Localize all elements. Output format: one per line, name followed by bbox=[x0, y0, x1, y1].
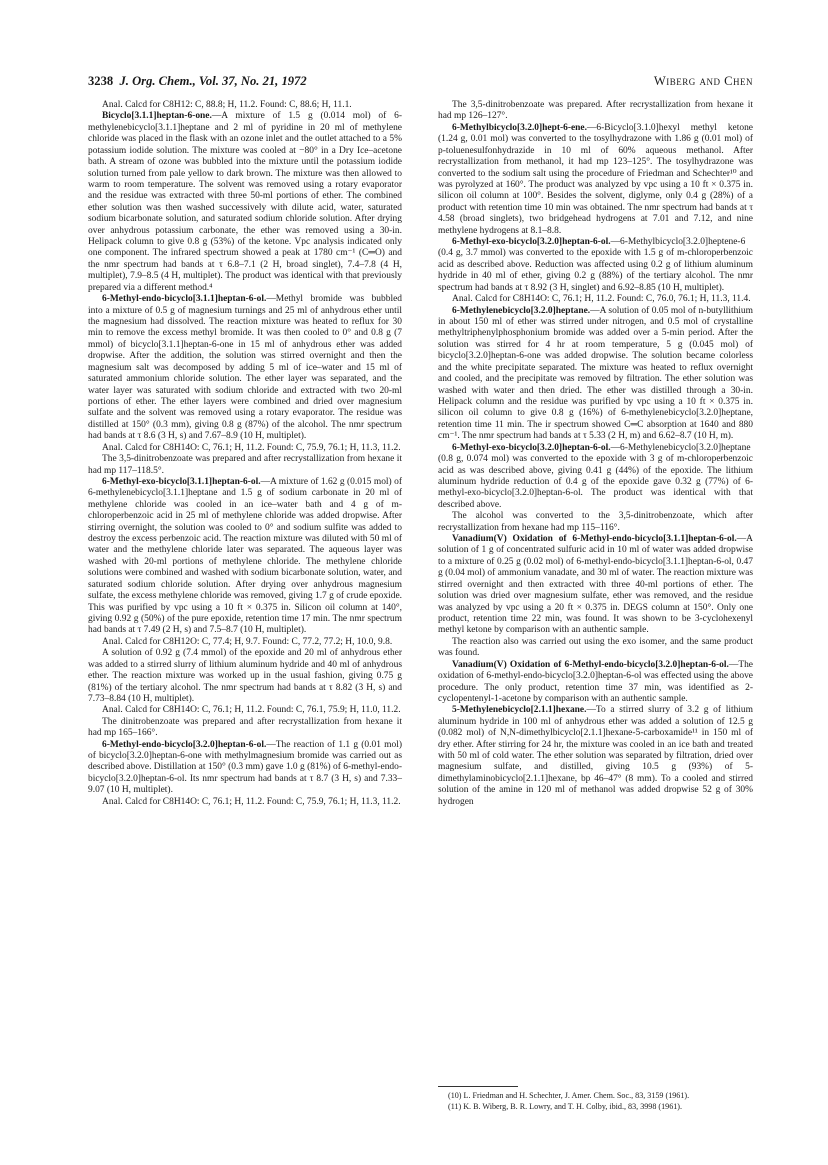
paragraph bbox=[438, 123, 753, 237]
paragraph-title: 6-Methyl-exo-bicyclo[3.2.0]heptan-6-ol. bbox=[452, 237, 611, 248]
paragraph-title: Vanadium(V) Oxidation of 6-Methyl-endo-bicyclo[3.1.1]heptan-6-ol. bbox=[452, 534, 737, 545]
paragraph-title: Vanadium(V) Oxidation of 6-Methyl-endo-bicyclo[3.2.0]heptan-6-ol. bbox=[452, 659, 729, 670]
right-column bbox=[438, 100, 753, 808]
paragraph-title: 6-Methyl-exo-bicyclo[3.2.0]heptan-6-ol. bbox=[452, 442, 611, 453]
paragraph bbox=[438, 237, 753, 294]
paragraph-text: Anal. Calcd for C8H14O: C, 76.1; H, 11.2. Found: C, 76.1, 75.9; H, 11.0, 11.2. bbox=[102, 705, 401, 716]
paragraph bbox=[88, 717, 402, 740]
header-authors: Wiberg and Chen bbox=[653, 74, 753, 88]
paragraph-title: 6-Methyl-exo-bicyclo[3.1.1]heptan-6-ol. bbox=[102, 476, 261, 487]
paragraph bbox=[88, 797, 402, 808]
paragraph-text: —6-Methylenebicyclo[3.2.0]heptane (0.8 g, 0.074 mol) was converted to the epoxide with 3 g of m-chloroperbenzoic acid as was described above, giving 0.41 g (44%) of the epoxide. The lithium aluminum hydride reduction of 0.4 g of the epoxide gave 0.32 g (77%) of 6-methyl-exo-bicyclo[3.2.0]heptan-6-ol. The product was identical with that described above. bbox=[438, 442, 753, 510]
paragraph-text: —6-Methylbicyclo[3.2.0]heptene-6 (0.4 g, 3.7 mmol) was converted to the epoxide with 1.5 g of m-chloroperbenzoic acid as described above. Reduction was affected using 0.2 g of lithium aluminum hydride in 40 ml of ether, giving 0.2 g (88%) of the tertiary alcohol. The nmr spectrum had bands at τ 8.92 (3 H, singlet) and 6.92–8.85 (10 H, multiplet). bbox=[438, 237, 753, 293]
paragraph bbox=[438, 100, 753, 123]
footnote: (10) L. Friedman and H. Schechter, J. Amer. Chem. Soc., 83, 3159 (1961). bbox=[448, 1091, 690, 1100]
paragraph bbox=[88, 100, 402, 111]
running-header bbox=[88, 74, 753, 94]
paragraph-title: Bicyclo[3.1.1]heptan-6-one. bbox=[102, 111, 212, 122]
paragraph bbox=[438, 534, 753, 637]
footnotes bbox=[438, 1086, 753, 1113]
paragraph bbox=[438, 705, 753, 808]
paragraph-text: The dinitrobenzoate was prepared and after recrystallization from hexane it had mp 165–166°. bbox=[88, 716, 402, 739]
paragraph-text: Anal. Calcd for C8H14O: C, 76.1; H, 11.2. Found: C, 76.0, 76.1; H, 11.3, 11.4. bbox=[452, 294, 751, 305]
paragraph-text: Anal. Calcd for C8H14O: C, 76.1; H, 11.2. Found: C, 75.9, 76.1; H, 11.3, 11.2. bbox=[102, 796, 401, 807]
paragraph-text: Anal. Calcd for C8H12O: C, 77.4; H, 9.7. Found: C, 77.2, 77.2; H, 10.0, 9.8. bbox=[102, 636, 393, 647]
paragraph-text: The 3,5-dinitrobenzoate was prepared and after recrystallization from hexane it had mp 117–118.5°. bbox=[88, 454, 402, 476]
paragraph-title: 6-Methyl-endo-bicyclo[3.1.1]heptan-6-ol. bbox=[102, 294, 267, 305]
paragraph bbox=[88, 648, 402, 705]
paragraph-text: Anal. Calcd for C8H12: C, 88.8; H, 11.2. Found: C, 88.6; H, 11.1. bbox=[102, 100, 352, 110]
footnote: (11) K. B. Wiberg, B. R. Lowry, and T. H. Colby, ibid., 83, 3998 (1961). bbox=[448, 1102, 683, 1111]
paragraph bbox=[88, 740, 402, 797]
paragraph bbox=[438, 511, 753, 534]
paragraph bbox=[88, 111, 402, 294]
left-column bbox=[88, 100, 402, 808]
paragraph-text: —A solution of 1 g of concentrated sulfuric acid in 10 ml of water was added dropwise to a mixture of 0.25 g (0.02 mol) of 6-methyl-endo-bicyclo[3.1.1]heptan-6-ol, 0.47 g (0.04 mol) of ammonium vanadate, and 30 ml of water. The reaction mixture was stirred overnight and then extracted with three 40-ml portions of ether. The solution was dried over magnesium sulfate, ether was removed, and the residue was analyzed by vpc using a 20 ft × 0.375 in. DEGS column at 150°. Only one product, retention time 22 min, was found. It was shown to be 3-cyclohexenyl methyl ketone by comparison with an authentic sample. bbox=[438, 534, 753, 636]
paragraph-title: 5-Methylenebicyclo[2.1.1]hexane. bbox=[452, 705, 587, 716]
paragraph-text: —Methyl bromide was bubbled into a mixture of 0.5 g of magnesium turnings and 25 ml of anhydrous ether until the magnesium had dissolved. The reaction mixture was heated to reflux for 30 min to remove the excess methyl bromide. It was then cooled to 0° and 0.8 g (7 mmol) of bicyclo[3.1.1]heptan-6-one in 15 ml of anhydrous ether was added dropwise. After the addition, the solution was stirred overnight and then the magnesium salt was decomposed by adding 5 ml of ice–water and 15 ml of saturated ammonium chloride solution. The ether layer was separated, and the water layer was saturated with sodium chloride and extracted with two 20-ml portions of ether. The ether layers were combined and dried over magnesium sulfate and the solvent was removed using a rotary evaporator. The residue was distilled at 150° (0.3 mm), giving 0.8 g (87%) of the alcohol. The nmr spectrum had bands at τ 8.6 (3 H, s) and 7.67–8.9 (10 H, multiplet). bbox=[88, 294, 402, 442]
paragraph bbox=[88, 454, 402, 477]
header-left bbox=[88, 74, 307, 89]
paragraph bbox=[438, 660, 753, 706]
paragraph-text: A solution of 0.92 g (7.4 mmol) of the epoxide and 20 ml of anhydrous ether was added to a stirred slurry of lithium aluminum hydride and 40 ml of anhydrous ether. The reaction mixture was worked up in the usual fashion, giving 0.75 g (81%) of the tertiary alcohol. The nmr spectrum had bands at τ 8.82 (3 H, s) and 7.73–8.84 (10 H, multiplet). bbox=[88, 648, 402, 704]
paragraph-title: 6-Methylbicyclo[3.2.0]hept-6-ene. bbox=[452, 122, 587, 133]
paragraph-text: —The oxidation of 6-methyl-endo-bicyclo[3.2.0]heptan-6-ol was effected using the above procedure. The only product, retention time 37 min, was identified as 2-cyclopentenyl-1-acetone by comparison with an authentic sample. bbox=[438, 659, 753, 704]
paragraph bbox=[438, 294, 753, 305]
paragraph bbox=[438, 443, 753, 512]
paragraph-title: 6-Methyl-endo-bicyclo[3.2.0]heptan-6-ol. bbox=[102, 739, 267, 750]
paragraph-text: —A solution of 0.05 mol of n-butyllithium in about 150 ml of ether was stirred under nitrogen, and 0.5 mol of crystalline methyltriphenylphosphonium bromide was added over a 5-min period. After the solution was stirred for 4 hr at room temperature, 5 g (0.045 mol) of bicyclo[3.2.0]heptan-6-one was added dropwise. The solution became colorless and the white precipitate separated. The mixture was heated to reflux overnight and cooled, and the precipitate was removed by filtration. The ether solution was washed with water and then dried. The ether was distilled through a 30-in. Helipack column and the residue was purified by vpc using a 10 ft × 0.375 in. silicon oil column to give 0.8 g (16%) of 6-methylenebicyclo[3.2.0]heptane, retention time 11 min. The ir spectrum showed C═C absorption at 1640 and 880 cm⁻¹. The nmr spectrum had bands at τ 5.33 (2 H, m) and 6.62–8.7 (10 H, m). bbox=[438, 305, 753, 442]
page-number: 3238 bbox=[88, 74, 114, 88]
paragraph bbox=[88, 443, 402, 454]
paragraph bbox=[88, 637, 402, 648]
paragraph bbox=[88, 477, 402, 637]
paragraph bbox=[88, 294, 402, 442]
paragraph-title: 6-Methylenebicyclo[3.2.0]heptane. bbox=[452, 305, 591, 316]
paragraph-text: Anal. Calcd for C8H14O: C, 76.1; H, 11.2. Found: C, 75.9, 76.1; H, 11.3, 11.2. bbox=[102, 442, 401, 453]
footnote-rule bbox=[438, 1086, 518, 1087]
paragraph-text: —A mixture of 1.62 g (0.015 mol) of 6-methylenebicyclo[3.1.1]heptane and 1.5 g of sodium carbonate in 20 ml of methylene chloride was cooled in an ice–water bath and 4 g of m-chloroperbenzoic acid in 25 ml of methylene chloride was added dropwise. After stirring overnight, the solution was cooled to 0° and sodium sulfite was added to destroy the excess perbenzoic acid. The reaction mixture was diluted with 50 ml of water and the methylene chloride later was separated. The aqueous layer was washed with 20-ml portions of methylene chloride. The methylene chloride solutions were combined and washed with sodium bicarbonate solution, water, and saturated sodium chloride solution. After drying over anhydrous magnesium sulfate, the excess methylene chloride was removed, giving 1.7 g of crude epoxide. This was purified by vpc using a 10 ft × 0.375 in. Silicon oil column at 140°, giving 0.92 g (50%) of the pure epoxide, retention time 17 min. The nmr spectrum had bands at τ 7.49 (2 H, s) and 7.5–8.7 (10 H, multiplet). bbox=[88, 476, 402, 636]
paragraph-text: —The reaction of 1.1 g (0.01 mol) of bicyclo[3.2.0]heptan-6-one with methylmagnesium bromide was carried out as described above. Distillation at 150° (0.3 mm) gave 1.0 g (81%) of 6-methyl-endo-bicyclo[3.2.0]heptan-6-ol. Its nmr spectrum had bands at τ 8.7 (3 H, s) and 7.33–9.07 (10 H, multiplet). bbox=[88, 739, 402, 796]
paragraph bbox=[438, 637, 753, 660]
paragraph-text: —To a stirred slurry of 3.2 g of lithium aluminum hydride in 100 ml of anhydrous ether was added a solution of 12.5 g (0.082 mol) of N,N-dimethylbicyclo[2.1.1]hexane-5-carboxamide¹¹ in 150 ml of dry ether. After stirring for 24 hr, the mixture was cooled in an ice bath and treated with 50 ml of cold water. The ether solution was separated by filtration, dried over magnesium sulfate, and distilled, giving 10.5 g (93%) of 5-dimethylaminobicyclo[2.1.1]hexane, bp 46–47° (8 mm). To a cooled and stirred solution of the amine in 120 ml of methanol was added dropwise 52 g of 30% hydrogen bbox=[438, 705, 753, 807]
paragraph-text: —6-Bicyclo[3.1.0]hexyl methyl ketone (1.24 g, 0.01 mol) was converted to the tosylhydrazone with 1.86 g (0.01 mol) of p-toluenesulfonhydrazide in 10 ml of 60% aqueous methanol. After recrystallization from methanol, it had mp 123–125°. The tosylhydrazone was converted to the sodium salt using the procedure of Friedman and Schechter¹⁰ and was pyrolyzed at 160°. The product was analyzed by vpc using a 10 ft × 0.375 in. silicon oil column at 100°. Besides the solvent, diglyme, only 0.4 g (28%) of a product with retention time 10 min was obtained. The nmr spectrum had bands at τ 4.58 (broad singlets), two bridgehead hydrogens at 7.01 and 7.12, and nine methylene hydrogens at 8.1–8.8. bbox=[438, 122, 753, 236]
paragraph-text: The alcohol was converted to the 3,5-dinitrobenzoate, which after recrystallization from hexane had mp 115–116°. bbox=[438, 511, 753, 533]
paragraph bbox=[438, 306, 753, 443]
paragraph bbox=[88, 705, 402, 716]
paragraph-text: The reaction also was carried out using the exo isomer, and the same product was found. bbox=[438, 636, 753, 659]
journal-citation: J. Org. Chem., Vol. 37, No. 21, 1972 bbox=[119, 74, 307, 88]
paragraph-text: —A mixture of 1.5 g (0.014 mol) of 6-methylenebicyclo[3.1.1]heptane and 2 ml of pyridine in 20 ml of methylene chloride was placed in the flask with an ozone inlet and the outlet attached to a 5% potassium iodide solution. The mixture was cooled at −80° in a Dry Ice–acetone bath. A stream of ozone was bubbled into the mixture until the potassium iodide solution turned from pale yellow to dark brown. The mixture was then allowed to warm to room temperature. The solvent was removed using a rotary evaporator and the residue was extracted with three 50-ml portions of ether. The combined ether solution was then washed successively with dilute acid, water, saturated sodium bicarbonate solution, and saturated sodium chloride solution. After drying over anhydrous potassium carbonate, the ether was removed using a 30-in. Helipack column to give 0.8 g (53%) of the ketone. Vpc analysis indicated only one component. The infrared spectrum showed a peak at 1780 cm⁻¹ (C═O) and the nmr spectrum had bands at τ 6.8–7.1 (2 H, broad singlet), 7.4–7.8 (4 H, multiplet), 7.9–8.5 (4 H, multiplet). The product was identical with that previously prepared via a different method.⁴ bbox=[88, 111, 402, 293]
paragraph-text: The 3,5-dinitrobenzoate was prepared. After recrystallization from hexane it had mp 126–127°. bbox=[438, 100, 753, 122]
